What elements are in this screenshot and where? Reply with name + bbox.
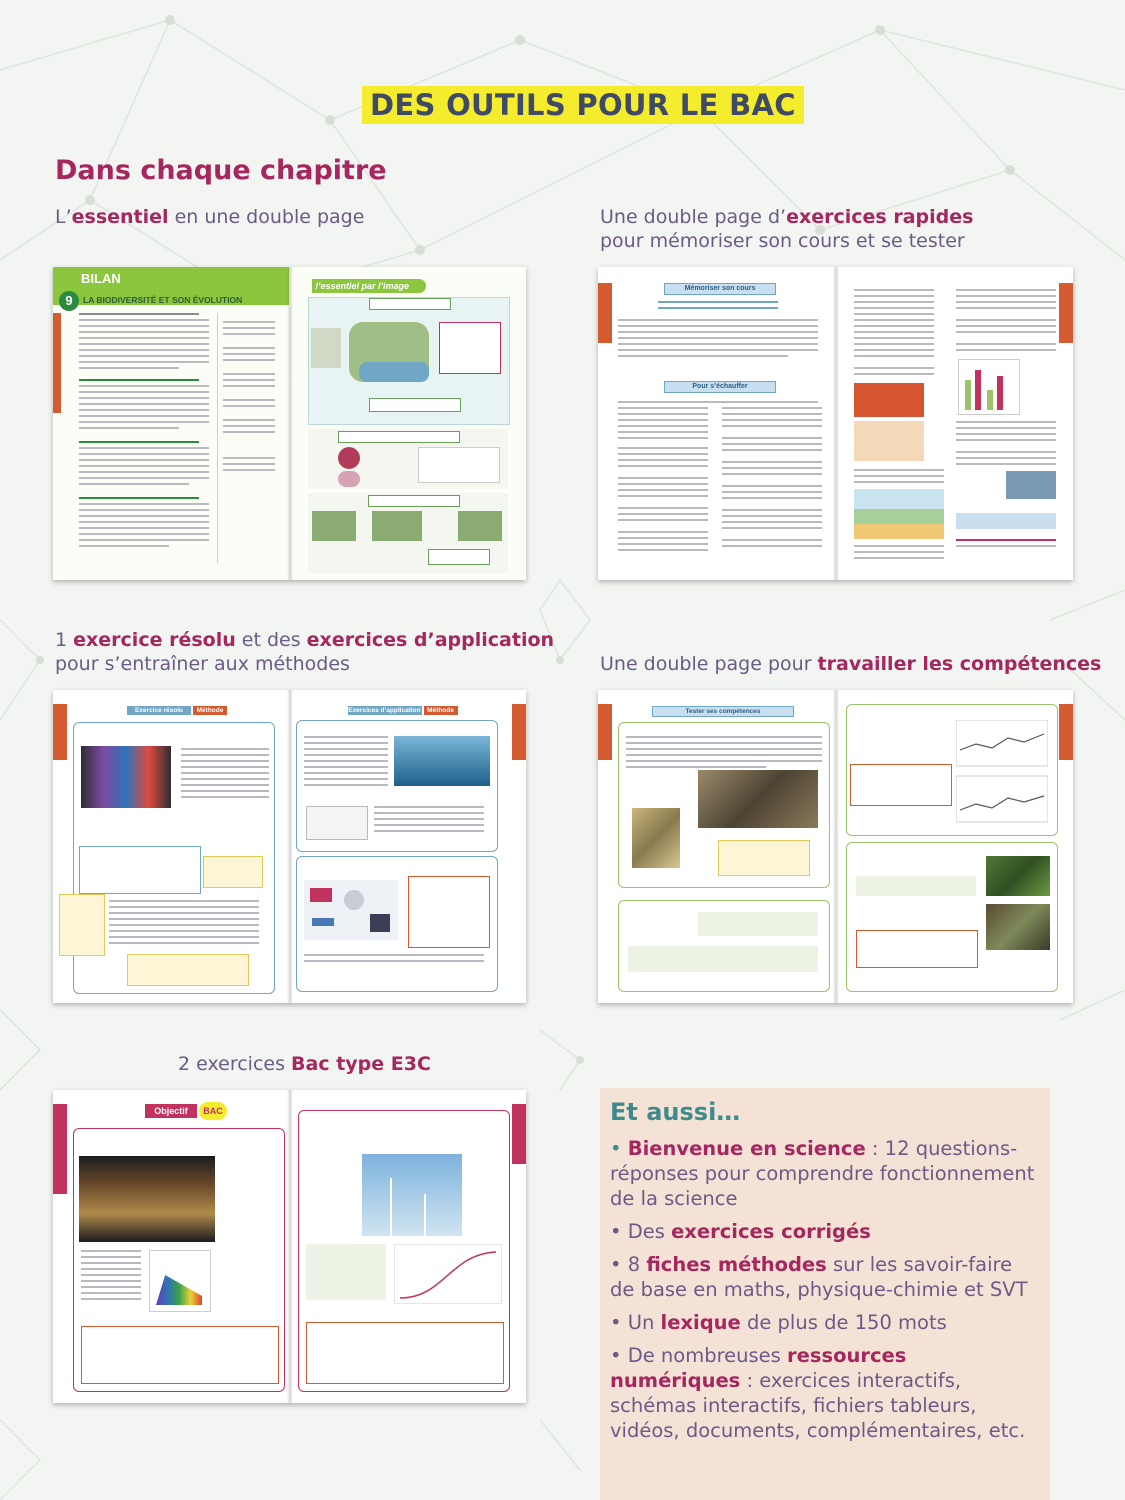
diversity-factors-diagram (308, 493, 508, 573)
caption-bac-e3c: 2 exercices Bac type E3C (178, 1053, 431, 1075)
list-item: • Bienvenue en science : 12 questions-réponses pour comprendre fonctionnement de la science (610, 1137, 1035, 1210)
chapter-title: LA BIODIVERSITÉ ET SON ÉVOLUTION (83, 295, 243, 305)
data-table-2 (628, 946, 818, 972)
caption-exercice-resolu: 1 exercice résolu et des exercices d’application pour s’entraîner aux méthodes (55, 629, 555, 675)
questions-box-competences (850, 764, 952, 806)
chapter-number: 9 (59, 291, 79, 311)
exercices-side-tab-right (1059, 283, 1073, 343)
list-item: • 8 fiches méthodes sur les savoir-faire de base en maths, physique-chimie et SVT (610, 1253, 1028, 1301)
datacenter-image (394, 736, 490, 786)
line-charts-thumb (956, 720, 1048, 828)
questions-box-carbon (856, 930, 978, 968)
questions-box-right (408, 876, 490, 948)
caption-competences: Une double page pour travailler les compétences (600, 653, 1102, 675)
bac-questions-box-2 (306, 1322, 504, 1384)
bilan-label: BILAN (81, 271, 121, 286)
forest-image (986, 856, 1050, 896)
chapter-side-tab (53, 313, 61, 413)
bar-chart-thumb (958, 359, 1020, 415)
list-item: • De nombreuses ressources numériques : exercices interactifs, schémas interactifs, fichiers tableurs, vidéos, documents, complémentaires, etc. (610, 1344, 1026, 1442)
method-note (127, 954, 249, 986)
iss-image (79, 1156, 215, 1242)
spread-methode (53, 690, 526, 1003)
exercices-application-header: Exercices d’application (348, 707, 421, 714)
bread-image (854, 421, 924, 461)
exercices-tab-competences (598, 704, 612, 760)
truck-image (854, 383, 924, 417)
caption-essentiel: L’essentiel en une double page (55, 206, 365, 228)
list-item: • Un lexique de plus de 150 mots (610, 1311, 947, 1334)
wind-turbines-image (362, 1154, 462, 1236)
solar-spectrum-thumb (149, 1250, 211, 1312)
spread-bilan (53, 267, 526, 580)
objectif-bac-side-tab-right (512, 1104, 526, 1164)
memoriser-header: Mémoriser son cours (664, 283, 776, 295)
tip-note-side (59, 894, 105, 956)
tester-competences-header: Tester ses compétences (652, 706, 794, 717)
area-chart-thumb (854, 489, 944, 539)
equation-note (718, 840, 810, 876)
storage-media-image (304, 880, 398, 940)
bac-badge: BAC (199, 1102, 227, 1120)
et-aussi-panel (600, 1088, 1050, 1500)
et-aussi-heading: Et aussi… (610, 1098, 741, 1126)
logistic-curve-thumb (394, 1244, 502, 1304)
spread-objectif-bac (53, 1090, 526, 1403)
carbon-table (856, 876, 976, 896)
page-title: DES OUTILS POUR LE BAC (362, 86, 804, 124)
echauffer-header: Pour s’échauffer (664, 381, 776, 393)
train-image (1006, 471, 1056, 499)
wind-table (306, 1244, 386, 1300)
exercices-tab-methode-right (512, 704, 526, 760)
spread-exercices-rapides (598, 267, 1073, 580)
caption-exercices-rapides: Une double page d’exercices rapides pour mémoriser son cours et se tester (600, 206, 974, 252)
essentiel-image-header: l’essentiel par l’image (312, 279, 426, 293)
peat-bog-image (986, 904, 1050, 950)
exercices-tab-methode-left (53, 704, 67, 760)
genetic-structure-diagram (308, 429, 508, 489)
data-table-1 (698, 912, 818, 936)
biodiversity-diagram (308, 297, 510, 425)
tip-note (203, 856, 263, 888)
pyrite-image (632, 808, 680, 868)
smartphones-image (81, 746, 171, 808)
methode-tag-right: Méthode (424, 706, 458, 715)
section-heading: Dans chaque chapitre (55, 155, 387, 186)
bac-questions-box-1 (81, 1326, 279, 1384)
objectif-bac-side-tab (53, 1104, 67, 1194)
questions-box (79, 846, 201, 894)
small-table (956, 513, 1056, 529)
list-item: • Des exercices corrigés (610, 1220, 871, 1243)
objectif-badge: Objectif (145, 1104, 197, 1118)
exercice-resolu-header: Exercice résolu (127, 706, 191, 715)
methode-tag-left: Méthode (193, 706, 227, 715)
exercices-tab-competences-right (1059, 704, 1073, 760)
exercices-side-tab (598, 283, 612, 343)
spread-competences (598, 690, 1073, 1003)
rock-image (698, 770, 818, 828)
punch-card-image (306, 806, 368, 840)
